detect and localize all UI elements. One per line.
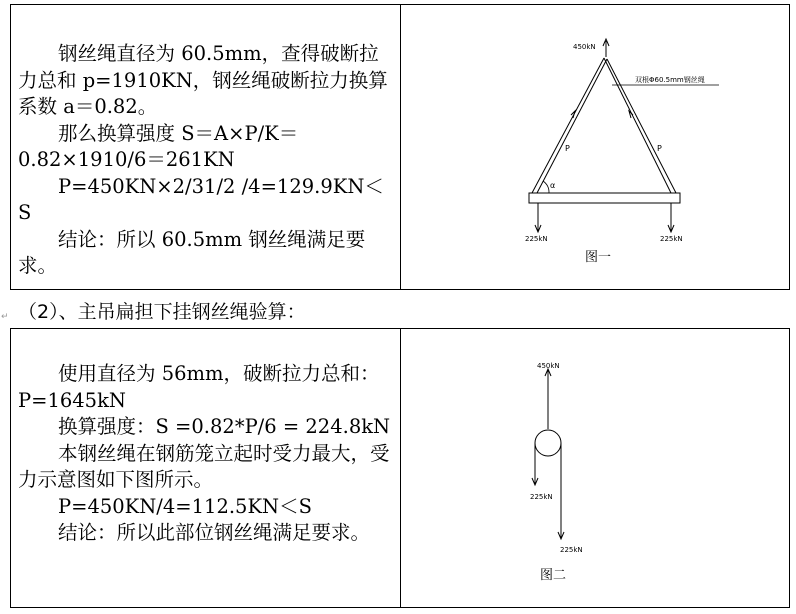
load-label-left: 225kN [530, 493, 553, 501]
spreader-beam [529, 193, 680, 203]
force-label-left: P [565, 144, 570, 153]
figure-1-diagram [401, 5, 791, 289]
force-label-right: P [657, 144, 662, 153]
calc-text-2 [18, 361, 396, 547]
paragraph: 本钢丝绳在钢筋笼立起时受力最大，受力示意图如下图所示。 [18, 441, 390, 491]
figure-2-diagram [401, 329, 791, 607]
angle-label: α [550, 181, 556, 190]
calc-table-1 [10, 4, 790, 290]
paragraph: 换算强度：S =0.82*P/6 = 224.8kN [58, 415, 391, 438]
rope-left [532, 58, 604, 193]
calc-table-2 [10, 328, 790, 608]
load-label-right: 225kN [560, 546, 583, 554]
rope-note-label: 双根Φ60.5mm钢丝绳 [635, 76, 705, 84]
load-label-left: 225kN [525, 235, 548, 243]
paragraph: P=450KN/4=112.5KN＜S [58, 494, 312, 518]
top-load-label: 450kN [537, 362, 560, 370]
paragraph: 使用直径为 56mm，破断拉力总和：P=1645kN [18, 362, 380, 412]
paragraph: 钢丝绳直径为 60.5mm，查得破断拉力总和 p=1910KN，钢丝绳破断拉力换算系数 a＝0.82。 [18, 42, 388, 118]
top-load-label: 450kN [573, 43, 596, 51]
section-heading-2: （2）、主吊扁担下挂钢丝绳验算： [18, 301, 306, 323]
paragraph: P=450KN×2/31/2 /4=129.9KN＜S [18, 174, 384, 224]
paragraph: 那么换算强度 S＝A×P/K＝0.82×1910/6＝261KN [18, 121, 299, 171]
figure-caption-2: 图二 [540, 568, 567, 583]
load-label-right: 225kN [660, 235, 683, 243]
calc-text-1 [18, 41, 396, 280]
pulley [535, 430, 561, 456]
paragraph: 结论：所以此部位钢丝绳满足要求。 [58, 521, 371, 544]
paragraph-mark-icon: ↵ [1, 312, 9, 322]
paragraph: 结论：所以 60.5mm 钢丝绳满足要求。 [18, 227, 366, 277]
figure-caption-1: 图一 [585, 250, 612, 265]
